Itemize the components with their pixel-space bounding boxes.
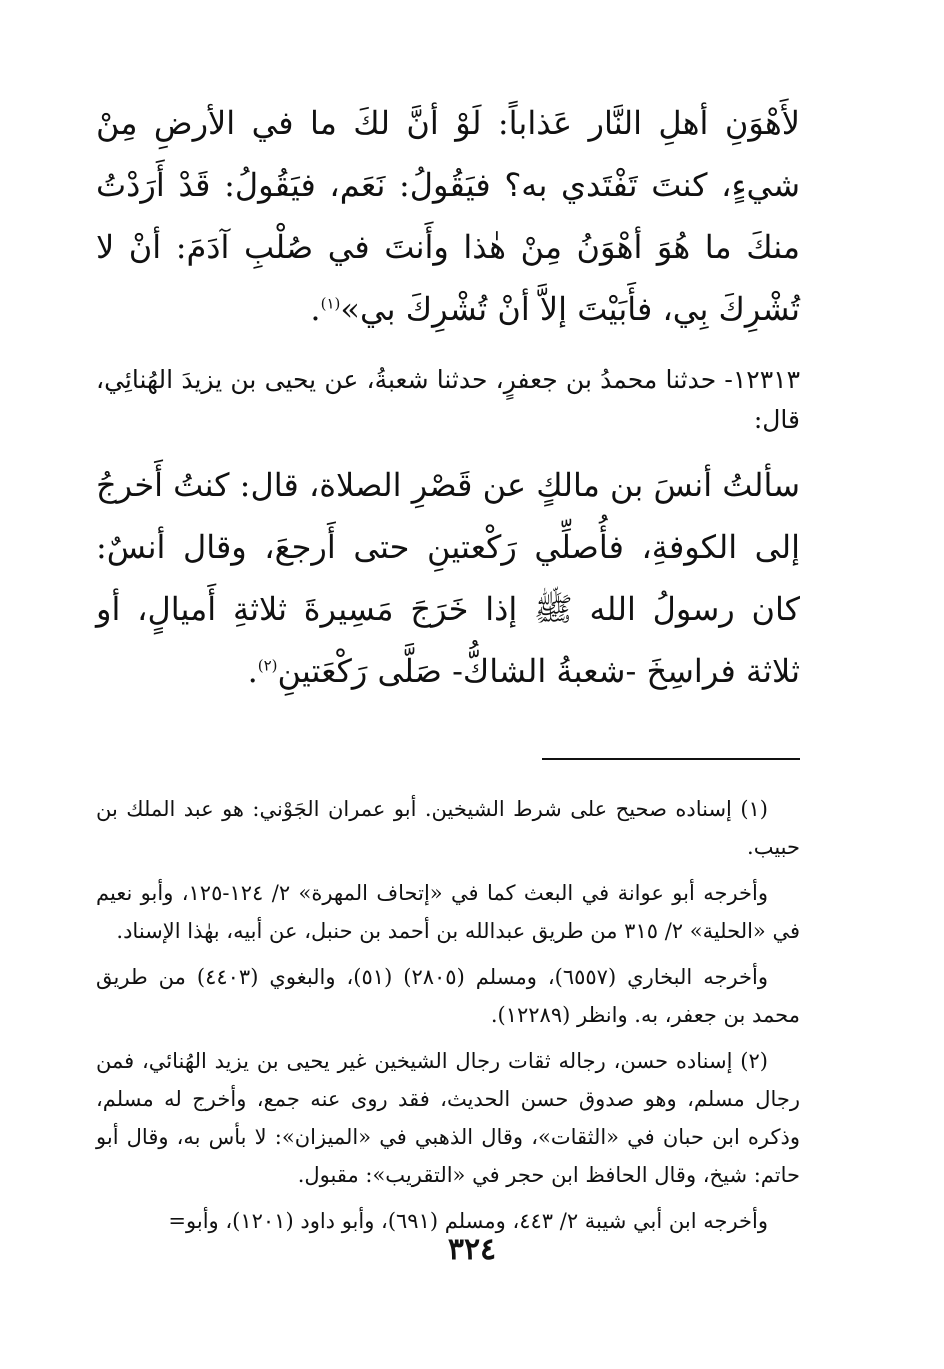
page-number: ٣٢٤ — [447, 1232, 497, 1267]
hadith-heading: ١٢٣١٣- حدثنا محمدُ بن جعفرٍ، حدثنا شعبةُ، عن يحيى بن يزيدَ الهُنائِي، قال: — [96, 365, 800, 434]
footnote-separator — [542, 758, 800, 760]
main-paragraph-1: لأَهْوَنِ أهلِ النَّار عَذاباً: لَوْ أنَّ لكَ ما في الأرضِ مِنْ شيءٍ، كنتَ تَفْتَدي به؟ فيَقُولُ: نَعَم، فيَقُولُ: قَدْ أَرَدْتُ منكَ ما هُوَ أهْوَنُ مِنْ هٰذا وأَنتَ في صُلْبِ آدَمَ: أنْ لا تُشْرِكَ بِي، فأَبَيْتَ إلاَّ أنْ تُشْرِكَ بي»$^{(١)}$. — [96, 104, 800, 328]
footnote-1-continuation-b: وأخرجه البخاري (٦٥٥٧)، ومسلم (٢٨٠٥) (٥١)، والبغوي (٤٤٠٣) من طريق محمد بن جعفر، به. وانظر (١٢٢٨٩). — [96, 965, 800, 1027]
footnote-2: (٢) إسناده حسن، رجاله ثقات رجال الشيخين غير يحيى بن يزيد الهُنائي، فمن رجال مسلم، وهو صدوق حسن الحديث، فقد روى عنه جمع، وأخرج له مسلم، وذكره ابن حبان في «الثقات»، وقال الذهبي في «الميزان»: لا بأس به، وقال أبو حاتم: شيخ، وقال الحافظ ابن حجر في «التقريب»: مقبول. — [96, 1049, 800, 1187]
footnote-ref-2: (٢) — [257, 656, 278, 675]
main-paragraph-2: سألتُ أنسَ بن مالكٍ عن قَصْرِ الصلاة، قال: كنتُ أَخرجُ إلى الكوفةِ، فأُصلِّي رَكْعتينِ حتى أَرجعَ، وقال أنسٌ: كان رسولُ الله ﷺ إذا خَرَجَ مَسِيرةَ ثلاثةِ أَميالٍ، أو ثلاثة فراسِخَ -شعبةُ الشاكُّ- صَلَّى رَكْعَتينِ$^{(٢)}$. — [96, 466, 800, 690]
footnote-ref-1: (١) — [320, 294, 341, 313]
footnotes-section — [96, 790, 800, 1240]
main-paragraph-2-text: سألتُ أنسَ بن مالكٍ عن قَصْرِ الصلاة، قال: كنتُ أَخرجُ إلى الكوفةِ، فأُصلِّي رَكْعتينِ حتى أَرجعَ، وقال أنسٌ: كان رسولُ الله ﷺ إذا خَرَجَ مَسِيرةَ ثلاثةِ أَميالٍ، أو ثلاثة فراسِخَ -شعبةُ الشاكُّ- صَلَّى رَكْعَتينِ — [96, 466, 800, 690]
footnote-2-continuation: وأخرجه ابن أبي شيبة ٢/ ٤٤٣، ومسلم (٦٩١)، وأبو داود (١٢٠١)، وأبو= — [168, 1209, 768, 1233]
main-paragraph-1-text: لأَهْوَنِ أهلِ النَّار عَذاباً: لَوْ أنَّ لكَ ما في الأرضِ مِنْ شيءٍ، كنتَ تَفْتَدي به؟ فيَقُولُ: نَعَم، فيَقُولُ: قَدْ أَرَدْتُ منكَ ما هُوَ أهْوَنُ مِنْ هٰذا وأَنتَ في صُلْبِ آدَمَ: أنْ لا تُشْرِكَ بِي، فأَبَيْتَ إلاَّ أنْ تُشْرِكَ بي» — [96, 104, 800, 328]
footnote-1: (١) إسناده صحيح على شرط الشيخين. أبو عمران الجَوْني: هو عبد الملك بن حبيب. — [96, 797, 800, 859]
footnote-1-continuation-a: وأخرجه أبو عوانة في البعث كما في «إتحاف المهرة» ٢/ ١٢٤-١٢٥، وأبو نعيم في «الحلية» ٢/ ٣١٥ من طريق عبدالله بن أحمد بن حنبل، عن أبيه، بهٰذا الإسناد. — [96, 881, 800, 943]
